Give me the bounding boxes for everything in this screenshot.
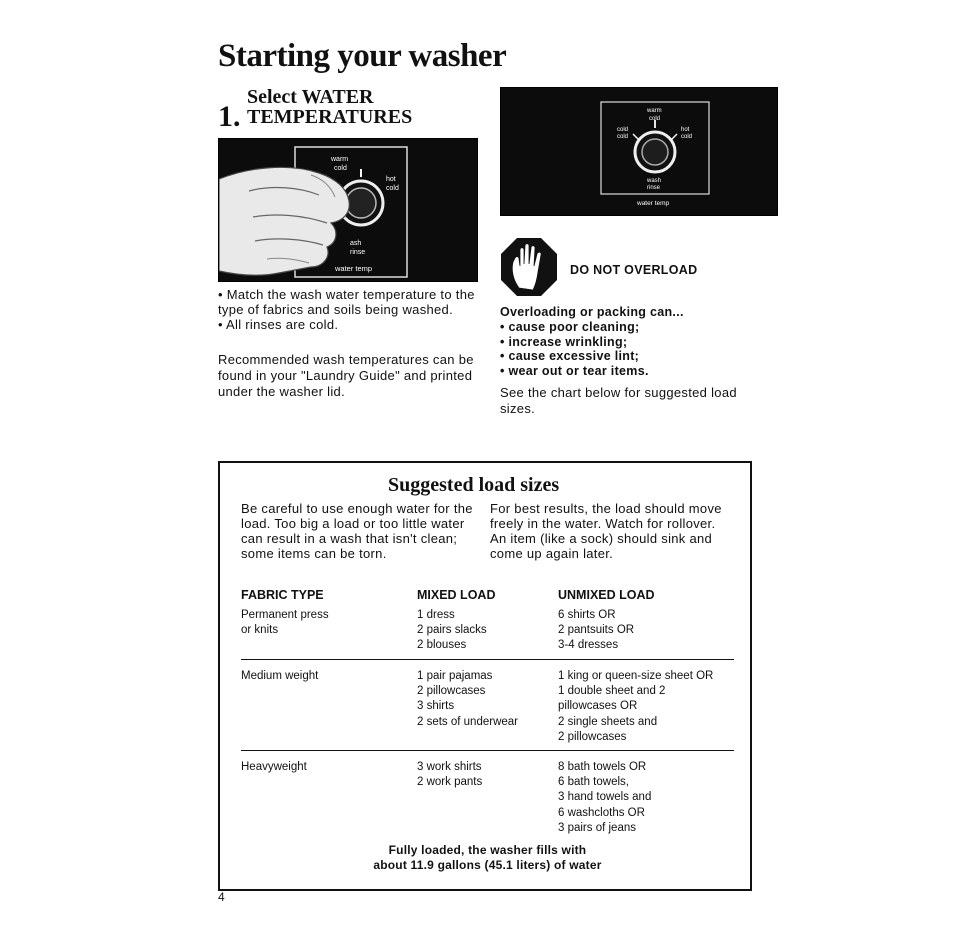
dial-label-hot: hot	[386, 176, 396, 183]
note-rinses-cold: • All rinses are cold.	[218, 317, 339, 332]
table-cell: 8 bath towels OR	[558, 761, 647, 773]
table-cell: 3 hand towels and	[558, 791, 652, 804]
table-cell: 6 bath towels,	[558, 776, 629, 789]
dial-label-warm: warm	[331, 156, 349, 163]
page-title: Starting your washer	[218, 38, 507, 74]
dial-label-rinse: rinse	[350, 249, 366, 256]
table-row-permanent-press-mixed	[417, 608, 487, 654]
overload-effect: • cause excessive lint;	[500, 349, 640, 363]
table-cell: 6 shirts OR	[558, 609, 616, 621]
dial-label-cold-right: cold	[386, 185, 399, 192]
table-cell: or knits	[241, 624, 279, 637]
table-cell: 2 pairs slacks	[417, 624, 487, 637]
water-temp-dial-closeup	[633, 120, 677, 172]
table-cell: 3 pairs of jeans	[558, 821, 636, 834]
step-title-line2: TEMPERATURES	[247, 106, 413, 128]
table-cell: 6 washcloths OR	[558, 806, 645, 819]
row-divider	[241, 659, 734, 660]
table-cell: 3-4 dresses	[558, 639, 619, 652]
table-cell: pillowcases OR	[558, 700, 638, 713]
overload-effect: • cause poor cleaning;	[500, 320, 640, 334]
dial-label-cold: cold	[334, 165, 347, 172]
overload-effect: • increase wrinkling;	[500, 334, 628, 349]
recommended-temperatures-note: Recommended wash temperatures can be found in your "Laundry Guide" and printed under the washer lid.	[218, 352, 474, 399]
hand-stop-icon	[499, 236, 559, 298]
table-cell: 1 king or queen-size sheet OR	[558, 670, 714, 682]
table-cell: Medium weight	[241, 670, 319, 682]
table-cell: Heavyweight	[241, 761, 307, 773]
table-cell: 2 pillowcases	[417, 685, 486, 698]
note-match-temperature: • Match the wash water temperature to the type of fabrics and soils being washed.	[218, 287, 475, 317]
hand-turning-dial-photo	[218, 138, 478, 282]
dial-caption: water temp	[335, 264, 373, 273]
table-cell: 2 pantsuits OR	[558, 624, 635, 637]
fully-loaded-line1: Fully loaded, the washer fills with	[388, 843, 587, 857]
page-number: 4	[218, 890, 225, 904]
table-row-heavyweight-mixed	[417, 760, 482, 790]
table-row-permanent-press-unmixed	[558, 608, 634, 654]
table-cell: 2 blouses	[417, 639, 467, 652]
load-sizes-title: Suggested load sizes	[388, 474, 560, 496]
header-unmixed-load: UNMIXED LOAD	[558, 588, 655, 602]
overloading-effects-list	[500, 320, 649, 378]
closeup-label-rinse: rinse	[647, 185, 661, 191]
header-mixed-load: MIXED LOAD	[417, 588, 496, 602]
table-row-medium-weight-unmixed	[558, 669, 713, 745]
table-cell: 1 pair pajamas	[417, 670, 493, 682]
table-cell: 2 sets of underwear	[417, 715, 519, 728]
closeup-label-wash: wash	[647, 178, 662, 184]
header-fabric-type: FABRIC TYPE	[241, 588, 324, 602]
closeup-label-cold: cold	[649, 116, 661, 122]
closeup-label-hot: hot	[681, 127, 690, 133]
step-title-line1: Select WATER	[247, 86, 374, 108]
do-not-overload-title: DO NOT OVERLOAD	[570, 263, 698, 277]
see-chart-note: See the chart below for suggested load sizes.	[500, 385, 737, 416]
closeup-caption: water temp	[637, 200, 670, 207]
row-divider	[241, 750, 734, 751]
dial-closeup-photo	[500, 87, 778, 216]
dial-label-wash: ash	[350, 240, 362, 247]
overload-effect: • wear out or tear items.	[500, 363, 649, 378]
table-cell: 1 double sheet and 2	[558, 685, 666, 698]
closeup-label-cold-left2: cold	[617, 134, 629, 140]
table-cell: 2 pillowcases	[558, 730, 627, 743]
table-cell: 2 single sheets and	[558, 715, 658, 728]
table-cell: 2 work pants	[417, 776, 483, 789]
closeup-label-cold-left: cold	[617, 127, 629, 133]
table-row-medium-weight-fabric	[241, 669, 318, 684]
overloading-heading: Overloading or packing can...	[500, 305, 684, 319]
table-row-heavyweight-unmixed	[558, 760, 651, 836]
best-results-paragraph: For best results, the load should move freely in the water. Watch for rollover. An item (like a sock) should sink and come up again later.	[490, 501, 722, 561]
table-row-medium-weight-mixed	[417, 669, 518, 730]
temperature-notes	[218, 287, 480, 332]
table-cell: 3 shirts	[417, 700, 455, 713]
closeup-label-warm: warm	[647, 108, 662, 114]
hand-illustration	[219, 167, 349, 275]
step-number: 1.	[218, 100, 241, 133]
enough-water-paragraph: Be careful to use enough water for the load. Too big a load or too little water can result in a wash that isn't clean; some items can be torn.	[241, 501, 473, 561]
table-row-heavyweight-fabric	[241, 760, 307, 775]
table-cell: 3 work shirts	[417, 761, 482, 773]
table-cell: 1 dress	[417, 609, 455, 621]
table-cell: Permanent press	[241, 609, 329, 621]
fully-loaded-note	[241, 843, 734, 873]
fully-loaded-line2: about 11.9 gallons (45.1 liters) of water	[373, 858, 602, 872]
table-row-permanent-press-fabric	[241, 608, 329, 638]
closeup-label-cold-right: cold	[681, 134, 693, 140]
